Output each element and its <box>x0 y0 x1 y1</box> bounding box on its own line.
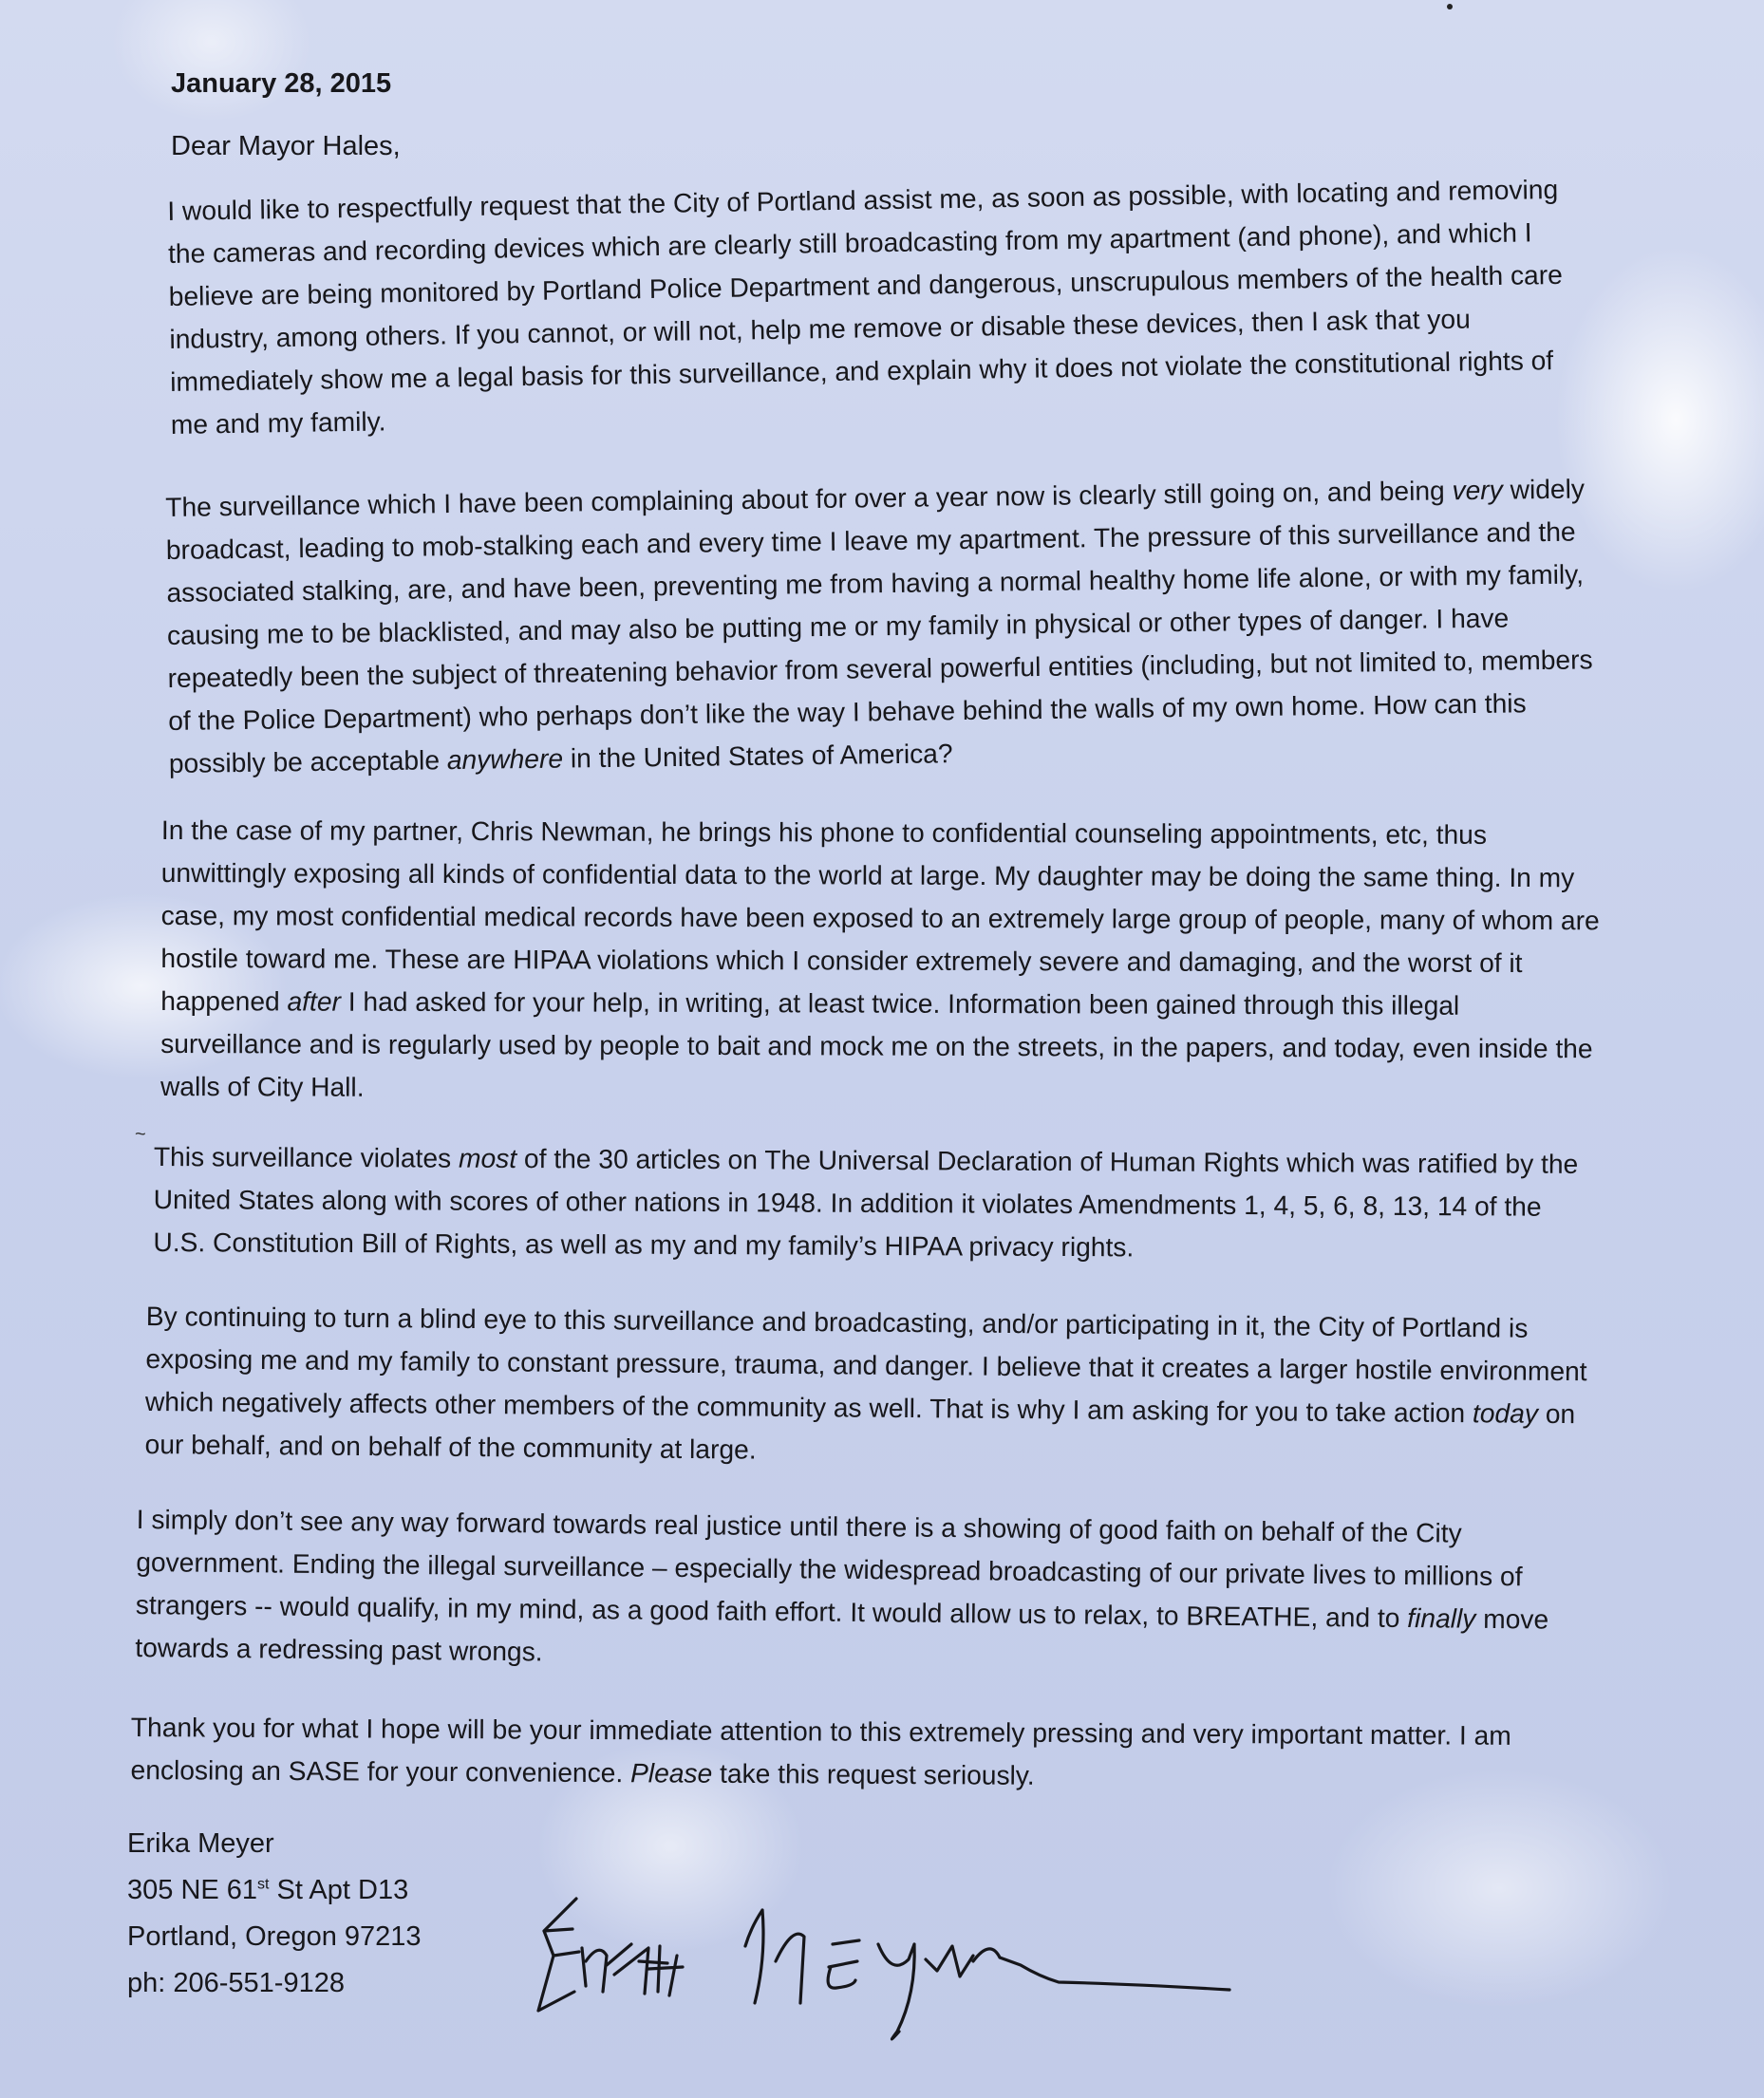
paragraph-rights <box>153 1135 1597 1271</box>
paragraph-partner <box>160 809 1604 1113</box>
emphasis-text: very <box>1452 474 1503 506</box>
salutation: Dear Mayor Hales, <box>171 131 401 161</box>
emphasis-text: anywhere <box>446 742 564 776</box>
paragraph-request: I would like to respectfully request that the City of Portland assist me, as soon as possible, with locating and removing the cameras and recording devices which are clearly still broadcasting from my apartment (and phone), and which I believe are being monitored by Portland Police Department and dangerous, unscrupulous members of the health care industry, among others. If you cannot, or will not, help me remove or disable these devices, then I ask that you immediately show me a legal basis for this surveillance, and explain why it does not violate the constitutional rights of me and my family. <box>167 173 1564 440</box>
margin-mark: ~ <box>135 1124 146 1145</box>
paragraph-text: Thank you for what I hope will be your immediate attention to this extremely pressing and very important matter. I am enclosing an SASE for your convenience. <box>130 1711 1511 1789</box>
sender-block <box>127 1821 422 2007</box>
paragraph-text: of the 30 articles on The Universal Declaration of Human Rights which was ratified by the United States along with scores of other nations in 1948. In addition it violates Amendments 1, 4, 5, 6, 8, 13, 14 of the U.S. Constitution Bill of Rights, as well as my and my family’s HIPAA privacy rights. <box>153 1143 1579 1263</box>
emphasis-text: most <box>458 1142 517 1174</box>
address-rest: St Apt D13 <box>269 1875 409 1905</box>
paragraph-text: This surveillance violates <box>153 1140 460 1173</box>
sender-city: Portland, Oregon 97213 <box>127 1921 422 1952</box>
paragraph-text: take this request seriously. <box>712 1757 1035 1790</box>
paragraph-text: move towards a redressing past wrongs. <box>135 1602 1549 1667</box>
sender-phone: ph: 206-551-9128 <box>127 1968 345 1998</box>
address-number: 305 NE 61 <box>127 1875 258 1905</box>
paragraph-text: widely broadcast, leading to mob-stalking each and every time I leave my apartment. The pressure of this surveillance and the associated stalking, are, and have been, preventing me from having a normal healthy home life alone, or with my family, causing me to be blacklisted, and may also be putting me or my family in physical or other types of danger. I have repeatedly been the subject of threatening behavior from several powerful entities (including, but not limited to, members of the Police Department) who perhaps don’t like the way I behave behind the walls of my own home. How can this possibly be acceptable <box>165 473 1593 778</box>
letter-date: January 28, 2015 <box>171 68 392 99</box>
paragraph-text: in the United States of America? <box>562 738 953 774</box>
sender-name: Erika Meyer <box>127 1828 274 1859</box>
paragraph-text: I had asked for your help, in writing, at least twice. Information been gained through this illegal surveillance and is regularly used by people to bait and mock me on the streets, in the papers, and today, even inside the walls of City Hall. <box>160 985 1593 1102</box>
paragraph-thanks <box>130 1706 1598 1800</box>
emphasis-text: after <box>287 985 342 1017</box>
emphasis-text: Please <box>629 1757 713 1789</box>
emphasis-text: today <box>1472 1397 1539 1429</box>
paragraph-text: on our behalf, and on behalf of the community at large. <box>144 1397 1576 1465</box>
sender-address <box>127 1867 422 1914</box>
paragraph-justice <box>135 1498 1594 1684</box>
paragraph-blind-eye <box>144 1295 1589 1478</box>
paragraph-surveillance <box>165 467 1603 785</box>
paragraph-text: In the case of my partner, Chris Newman, he brings his phone to confidential counseling appointments, etc, thus unwittingly exposing all kinds of confidential data to the world at large. My daughter may be doing the same thing. In my case, my most confidential medical records have been exposed to an extremely large group of people, many of whom are hostile toward me. These are HIPAA violations which I consider extremely severe and damaging, and the worst of it happened <box>160 814 1600 1017</box>
paragraph-text: The surveillance which I have been complaining about for over a year now is clearly still going on, and being <box>165 475 1453 522</box>
address-suffix: st <box>257 1876 270 1893</box>
paragraph-text: I simply don’t see any way forward towards real justice until there is a showing of good faith on behalf of the City government. Ending the illegal surveillance – especially the widespread broadcasting of our private lives to millions of strangers -- would qualify, in my mind, as a good faith effort. It would allow us to relax, to BREATHE, and to <box>135 1503 1523 1634</box>
handwritten-signature <box>527 1870 1248 2060</box>
paragraph-text: By continuing to turn a blind eye to this surveillance and broadcasting, and/or participating in it, the City of Portland is exposing me and my family to constant pressure, trauma, and danger. I believe that it creates a larger hostile environment which negatively affects other members of the community as well. That is why I am asking for you to take action <box>144 1300 1587 1429</box>
emphasis-text: finally <box>1407 1602 1476 1634</box>
